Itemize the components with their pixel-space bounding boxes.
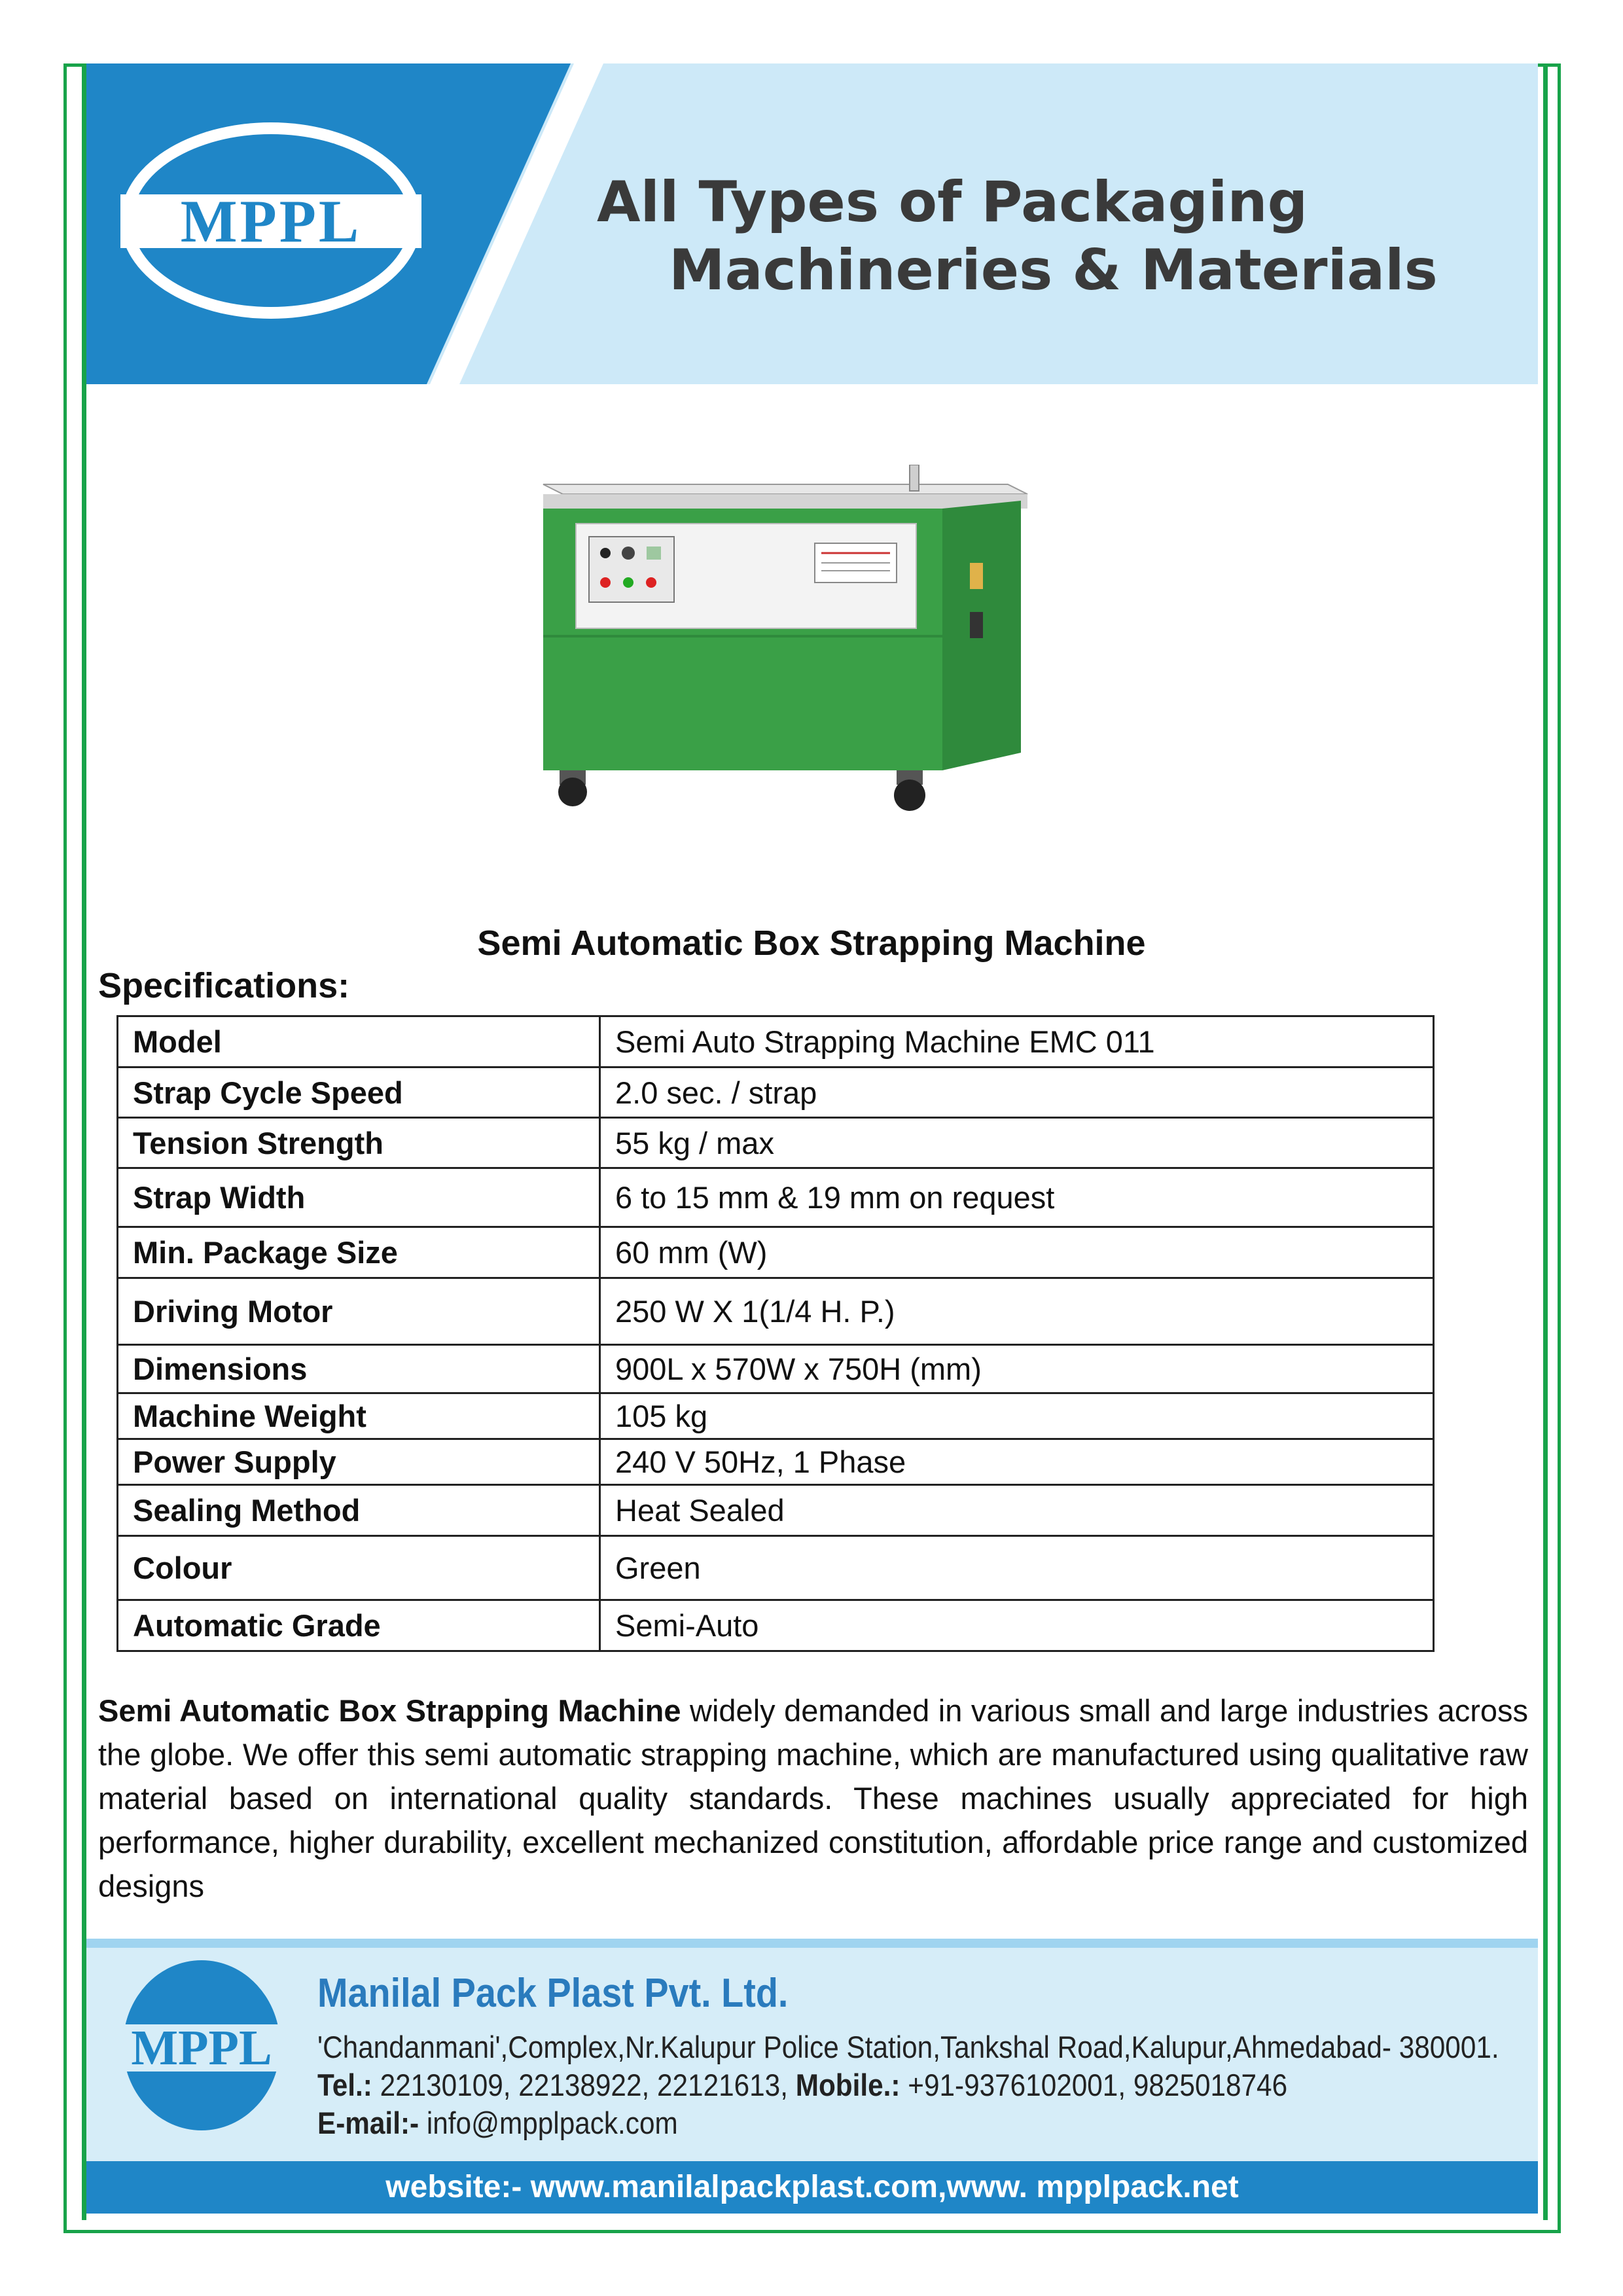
- footer-tel-label: Tel.:: [317, 2068, 372, 2102]
- footer-email-value[interactable]: info@mpplpack.com: [419, 2106, 678, 2140]
- spec-value: 250 W X 1(1/4 H. P.): [600, 1278, 1434, 1345]
- spec-label: Sealing Method: [118, 1485, 600, 1536]
- spec-label: Tension Strength: [118, 1118, 600, 1168]
- spec-row-power-supply: [118, 1439, 1434, 1485]
- footer-phone: [317, 2067, 1287, 2103]
- spec-value: 240 V 50Hz, 1 Phase: [600, 1439, 1434, 1485]
- footer-company-name: Manilal Pack Plast Pvt. Ltd.: [317, 1971, 789, 2016]
- product-description-body: widely demanded in various small and large industries across the globe. We offer this semi automatic strapping machine, which are manufactured using qualitative raw material based on international quality standards. These machines usually appreciated for high performance, higher durability, excellent mechanized constitution, affordable price range and customized designs: [98, 1693, 1528, 1903]
- spec-row-machine-weight: [118, 1393, 1434, 1439]
- spec-row-automatic-grade: [118, 1600, 1434, 1651]
- header-logo: [120, 122, 421, 319]
- spec-value: 900L x 570W x 750H (mm): [600, 1345, 1434, 1393]
- strapping-machine-image: [504, 465, 1041, 818]
- spec-row-strap-width: [118, 1168, 1434, 1227]
- spec-label: Min. Package Size: [118, 1227, 600, 1278]
- header-tagline: [597, 168, 1438, 304]
- footer-top-strip: [86, 1939, 1538, 1948]
- spec-row-strap-cycle-speed: [118, 1067, 1434, 1118]
- footer-logo: [123, 1960, 280, 2130]
- spec-label: Automatic Grade: [118, 1600, 600, 1651]
- spec-value: 2.0 sec. / strap: [600, 1067, 1434, 1118]
- footer-email: [317, 2105, 678, 2141]
- footer-tel: 22130109, 22138922, 22121613,: [372, 2068, 796, 2102]
- product-description-lead: Semi Automatic Box Strapping Machine: [98, 1693, 681, 1728]
- spec-label: Model: [118, 1016, 600, 1067]
- spec-row-min-package-size: [118, 1227, 1434, 1278]
- header-tagline-line1: All Types of Packaging: [597, 170, 1308, 235]
- spec-label: Power Supply: [118, 1439, 600, 1485]
- footer-mobile: +91-9376102001, 9825018746: [900, 2068, 1288, 2102]
- spec-value: 105 kg: [600, 1393, 1434, 1439]
- spec-label: Driving Motor: [118, 1278, 600, 1345]
- spec-value: 60 mm (W): [600, 1227, 1434, 1278]
- spec-row-tension-strength: [118, 1118, 1434, 1168]
- header-logo-text: MPPL: [180, 188, 362, 255]
- spec-value: Semi Auto Strapping Machine EMC 011: [600, 1016, 1434, 1067]
- spec-row-colour: [118, 1536, 1434, 1600]
- specifications-heading: Specifications:: [98, 966, 350, 1005]
- header-banner: [86, 63, 1538, 384]
- spec-label: Strap Cycle Speed: [118, 1067, 600, 1118]
- product-title: Semi Automatic Box Strapping Machine: [477, 924, 1146, 963]
- spec-row-sealing-method: [118, 1485, 1434, 1536]
- spec-row-dimensions: [118, 1345, 1434, 1393]
- footer-email-label: E-mail:-: [317, 2106, 419, 2140]
- spec-value: Semi-Auto: [600, 1600, 1434, 1651]
- product-description: [98, 1689, 1528, 1908]
- spec-row-driving-motor: [118, 1278, 1434, 1345]
- specifications-table: [116, 1015, 1435, 1652]
- header-tagline-line2: Machineries & Materials: [669, 238, 1438, 303]
- spec-value: 6 to 15 mm & 19 mm on request: [600, 1168, 1434, 1227]
- footer-website-bar[interactable]: website:- www.manilalpackplast.com,www. mpplpack.net: [86, 2161, 1538, 2214]
- spec-row-model: [118, 1016, 1434, 1067]
- spec-value: Heat Sealed: [600, 1485, 1434, 1536]
- spec-label: Dimensions: [118, 1345, 600, 1393]
- footer-address: 'Chandanmani',Complex,Nr.Kalupur Police Station,Tankshal Road,Kalupur,Ahmedabad- 380001.: [317, 2030, 1499, 2064]
- footer-mobile-label: Mobile.:: [795, 2068, 901, 2102]
- spec-label: Colour: [118, 1536, 600, 1600]
- spec-label: Strap Width: [118, 1168, 600, 1227]
- spec-label: Machine Weight: [118, 1393, 600, 1439]
- spec-value: 55 kg / max: [600, 1118, 1434, 1168]
- footer-logo-text: MPPL: [131, 2020, 272, 2075]
- spec-value: Green: [600, 1536, 1434, 1600]
